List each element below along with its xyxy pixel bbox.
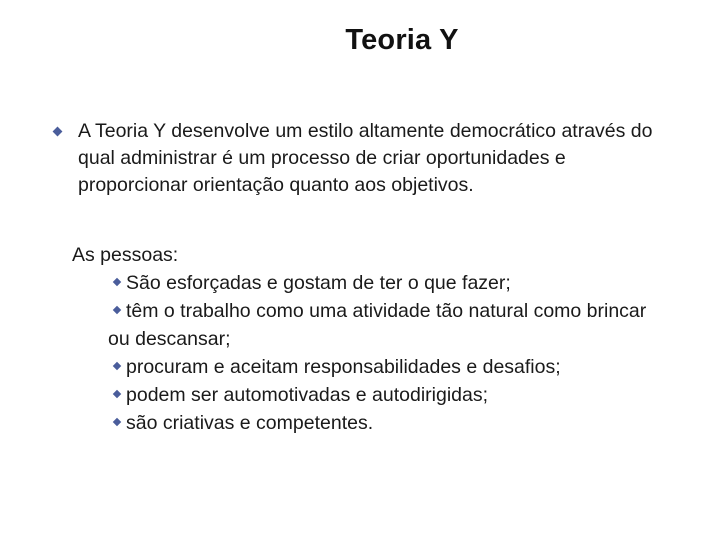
people-heading: As pessoas:	[72, 244, 179, 266]
list-item-text: procuram e aceitam responsabilidades e desafios;	[126, 356, 561, 378]
list-item-text: são criativas e competentes.	[126, 412, 374, 434]
people-list	[72, 269, 672, 437]
diamond-bullet-icon	[113, 362, 121, 370]
main-point-text: A Teoria Y desenvolve um estilo altamente democrático através do qual administrar é um processo de criar oportunidades e proporcionar orientação quanto aos objetivos.	[78, 120, 653, 196]
people-section	[72, 241, 672, 437]
list-item	[108, 409, 672, 437]
diamond-bullet-icon	[113, 278, 121, 286]
list-item	[108, 353, 672, 381]
list-item-text: têm o trabalho como uma atividade tão natural como brincar ou descansar;	[108, 300, 647, 350]
diamond-bullet-icon	[113, 390, 121, 398]
slide-title: Teoria Y	[345, 24, 459, 56]
diamond-bullet-icon	[113, 418, 121, 426]
list-item	[108, 269, 672, 297]
list-item-text: podem ser automotivadas e autodirigidas;	[126, 384, 489, 406]
list-item	[108, 297, 672, 353]
diamond-bullet-icon	[53, 127, 63, 137]
list-item-text: São esforçadas e gostam de ter o que fazer;	[126, 272, 511, 294]
list-item	[108, 381, 672, 409]
diamond-bullet-icon	[113, 306, 121, 314]
